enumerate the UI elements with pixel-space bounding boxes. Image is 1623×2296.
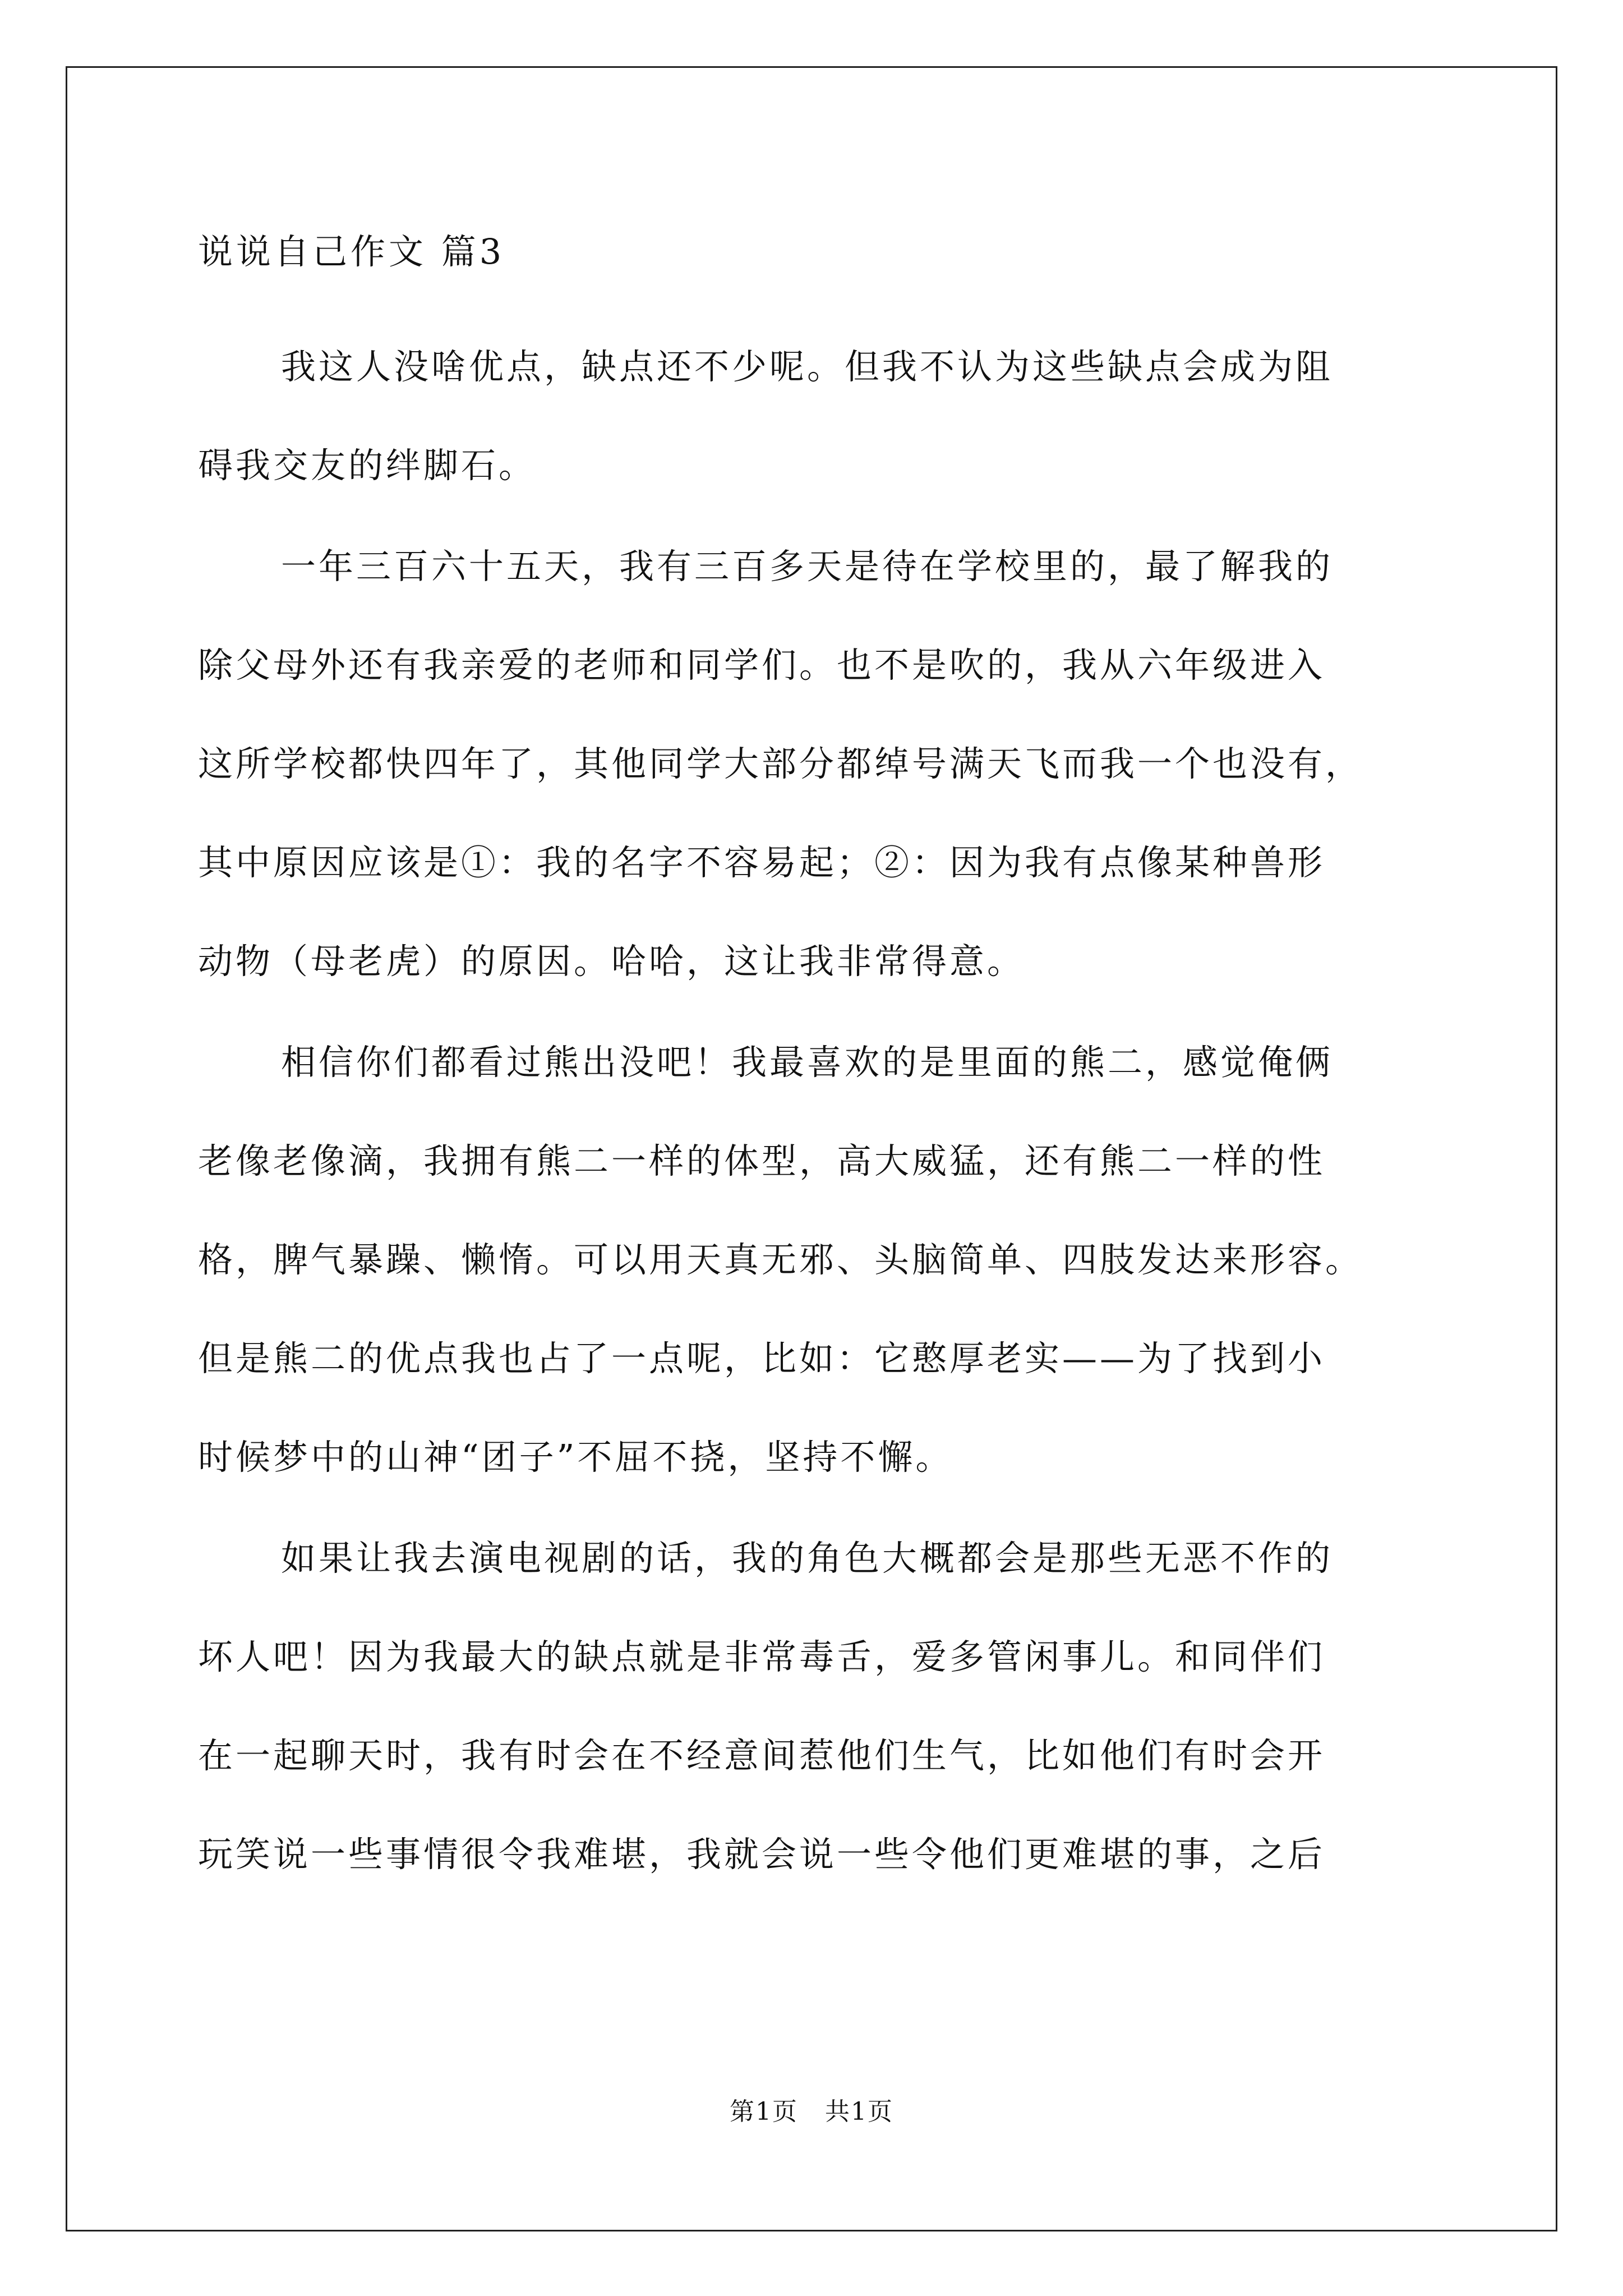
paragraph-line: 坏人吧！因为我最大的缺点就是非常毒舌，爱多管闲事儿。和同伴们 bbox=[198, 1636, 1326, 1677]
paragraph-line: 格，脾气暴躁、懒惰。可以用天真无邪、头脑简单、四肢发达来形容。 bbox=[198, 1239, 1363, 1280]
paragraph-line: 玩笑说一些事情很令我难堪，我就会说一些令他们更难堪的事，之后 bbox=[198, 1834, 1326, 1875]
paragraph-line: 其中原因应该是①：我的名字不容易起；②：因为我有点像某种兽形 bbox=[198, 842, 1326, 883]
paragraph-3 bbox=[198, 1013, 1432, 1507]
paragraph-line: 我这人没啥优点，缺点还不少呢。但我不认为这些缺点会成为阻 bbox=[281, 346, 1334, 387]
document-body bbox=[198, 219, 1432, 1906]
paragraph-line: 动物（母老虎）的原因。哈哈，这让我非常得意。 bbox=[198, 941, 1025, 982]
paragraph-1 bbox=[198, 318, 1432, 515]
paragraph-line: 碍我交友的绊脚石。 bbox=[198, 445, 537, 486]
paragraph-line: 这所学校都快四年了，其他同学大部分都绰号满天飞而我一个也没有， bbox=[198, 743, 1363, 784]
paragraph-line: 除父母外还有我亲爱的老师和同学们。也不是吹的，我从六年级进入 bbox=[198, 645, 1326, 685]
paragraph-line: 老像老像滴，我拥有熊二一样的体型，高大威猛，还有熊二一样的性 bbox=[198, 1140, 1326, 1181]
paragraph-line: 一年三百六十五天，我有三百多天是待在学校里的，最了解我的 bbox=[281, 546, 1334, 587]
paragraph-line: 时候梦中的山神“团子”不屈不挠，坚持不懈。 bbox=[198, 1437, 953, 1478]
paragraph-line: 但是熊二的优点我也占了一点呢，比如：它憨厚老实——为了找到小 bbox=[198, 1338, 1326, 1379]
paragraph-line: 如果让我去演电视剧的话，我的角色大概都会是那些无恶不作的 bbox=[281, 1538, 1334, 1579]
page-footer: 第1页 共1页 bbox=[730, 2097, 893, 2126]
paragraph-line: 在一起聊天时，我有时会在不经意间惹他们生气，比如他们有时会开 bbox=[198, 1735, 1326, 1776]
paragraph-4 bbox=[198, 1509, 1432, 1904]
paragraph-line: 相信你们都看过熊出没吧！我最喜欢的是里面的熊二，感觉俺俩 bbox=[281, 1042, 1334, 1083]
document-title: 说说自己作文 篇3 bbox=[198, 231, 505, 272]
paragraph-2 bbox=[198, 517, 1432, 1011]
